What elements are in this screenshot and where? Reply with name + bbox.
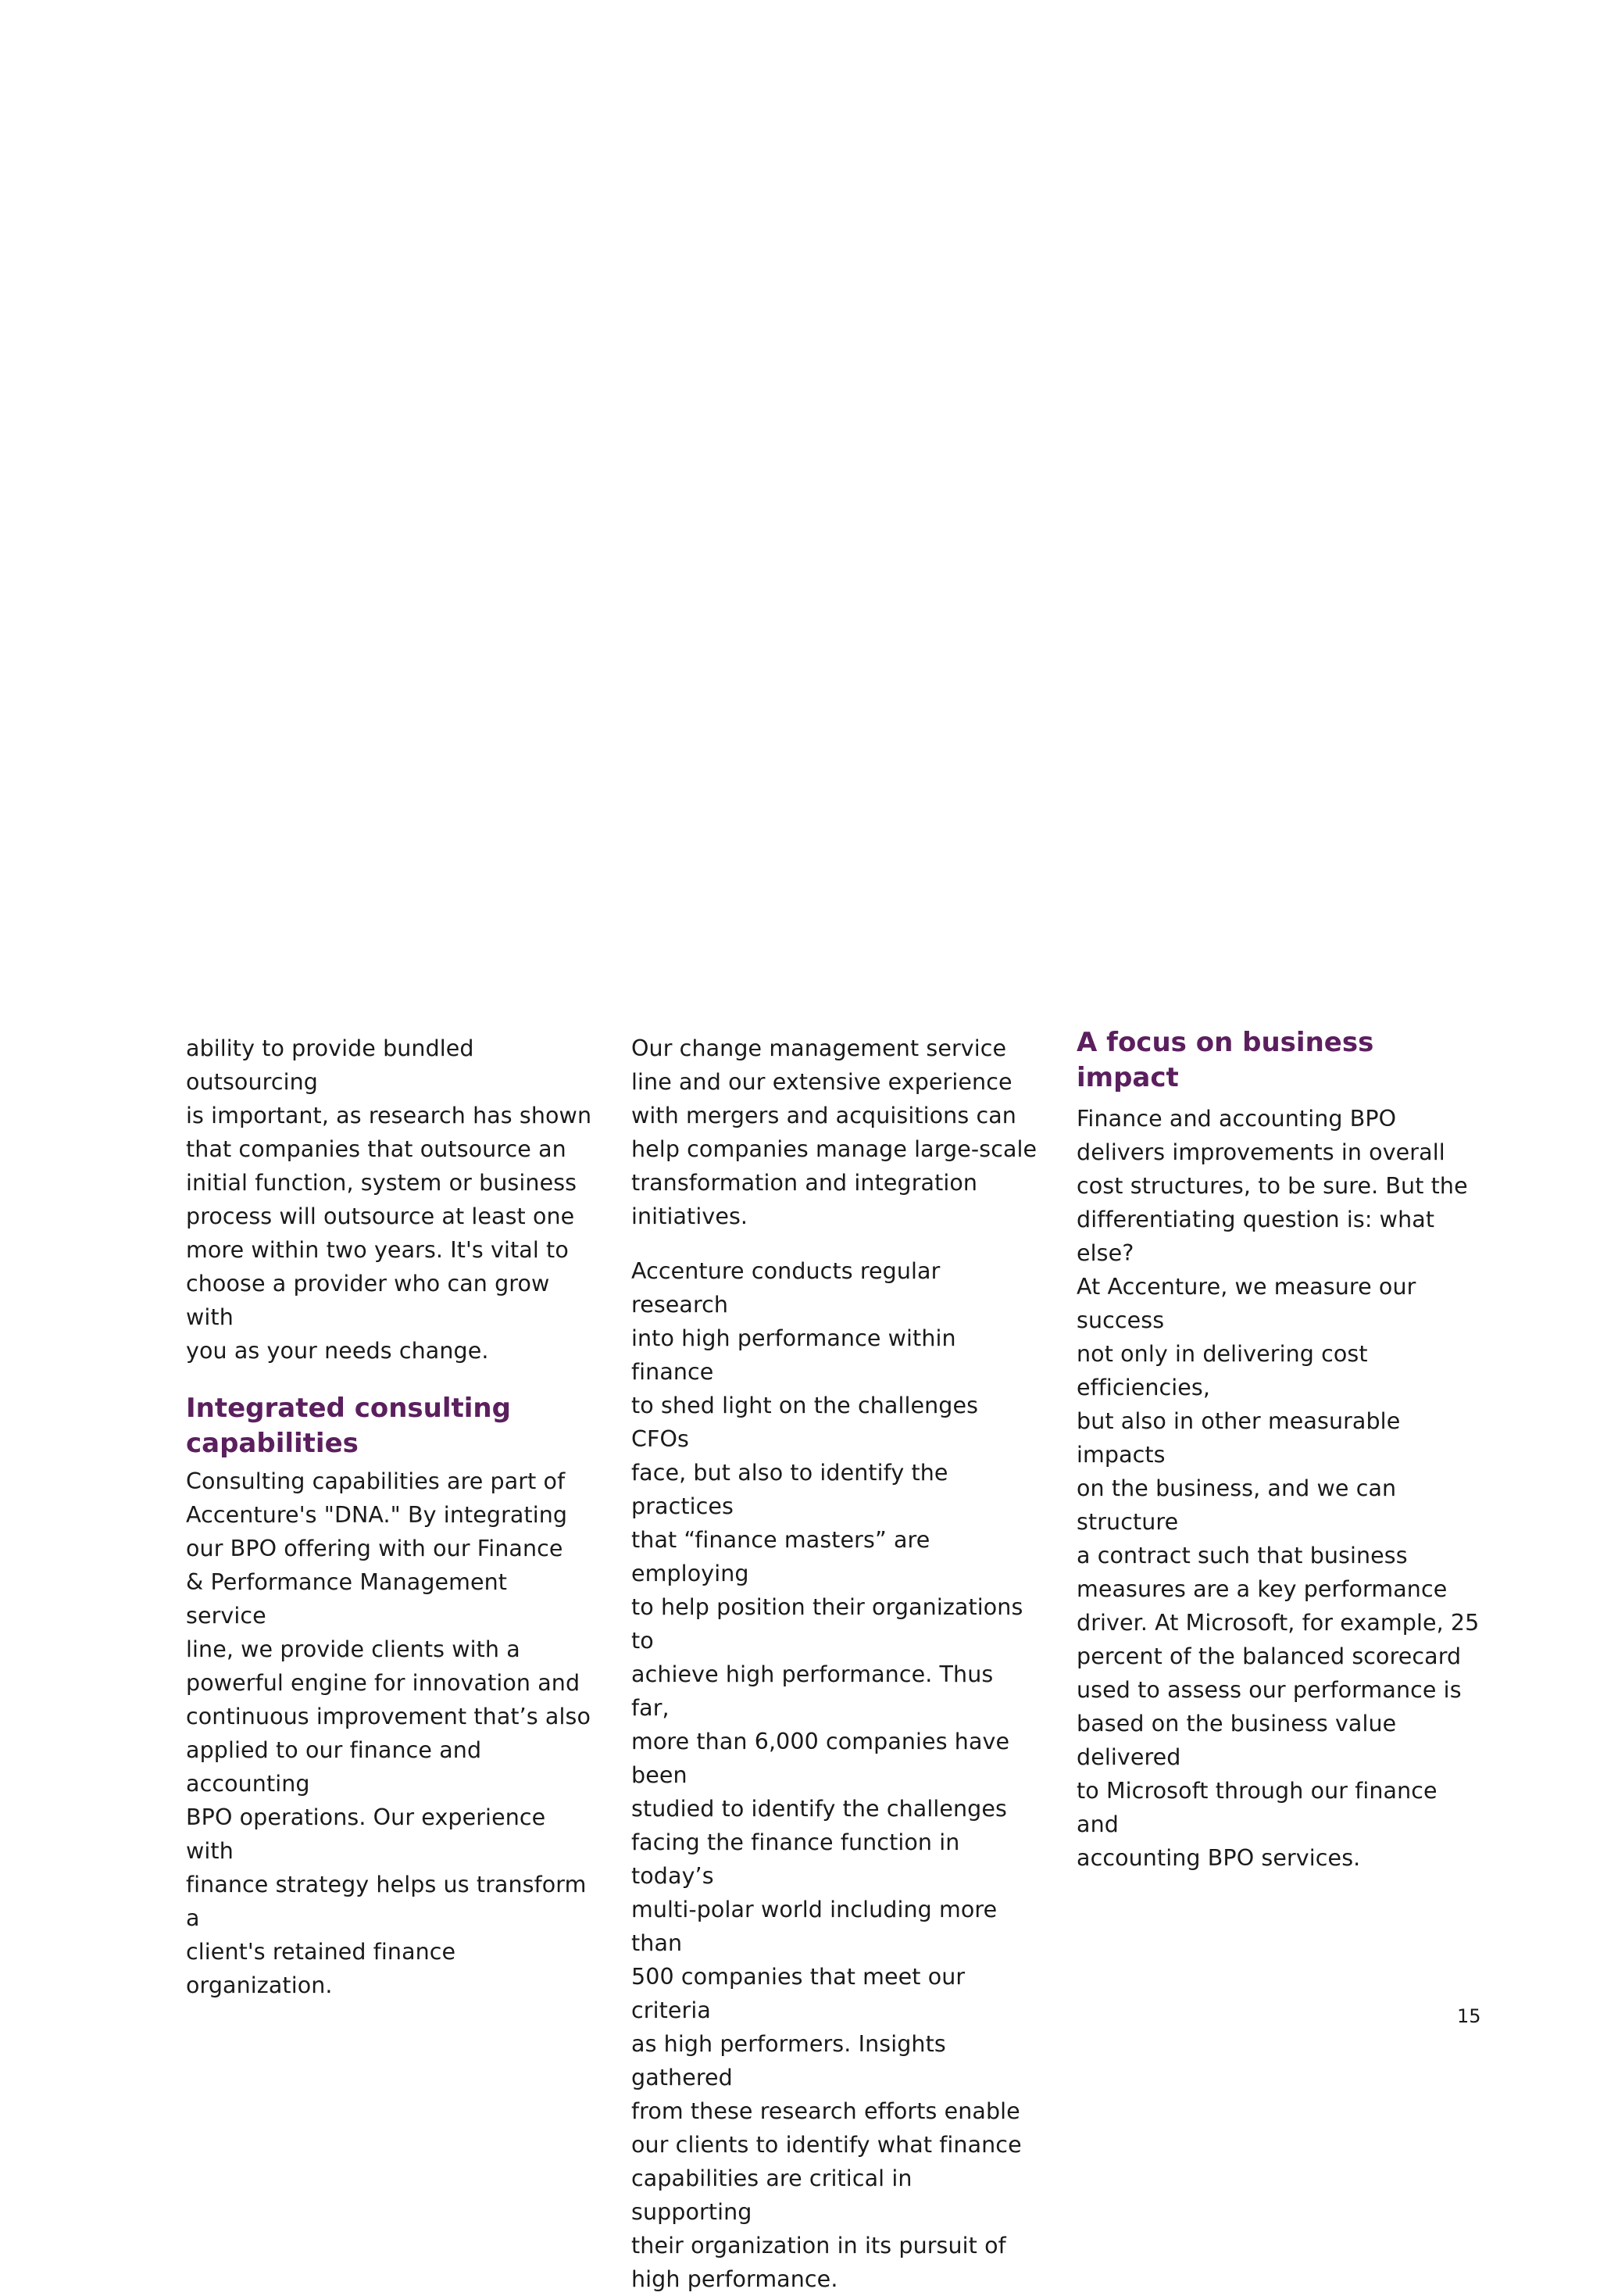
column-1 (186, 1032, 592, 2002)
column-2-paragraph-1: Our change management service line and our extensive experience with mergers and acquisitions can help companies manage large-scale transformation and integration initiatives. (631, 1035, 1038, 1229)
column-1-paragraph-2: Consulting capabilities are part of Accenture's "DNA." By integrating our BPO offering with our Finance & Performance Management service line, we provide clients with a powerful engine for innovation and continuous improvement that’s also applied to our finance and accounting BPO operations. Our experience with finance strategy helps us transform a client's retained finance organization. (186, 1468, 591, 1998)
column-1-paragraph-1: ability to provide bundled outsourcing is important, as research has shown that companies that outsource an initial function, system or business process will outsource at least one more within two years. It's vital to choose a provider who can grow with you as your needs change. (186, 1035, 592, 1364)
column-2-paragraph-2: Accenture conducts regular research into high performance within finance to shed light on the challenges CFOs face, but also to identify the practices that “finance masters” are employing to help position their organizations to achieve high performance. Thus far, more than 6,000 companies have been studied to identify the challenges facing the finance function in today’s multi-polar world including more than 500 companies that meet our criteria as high performers. Insights gathered from these research efforts enable our clients to identify what finance capabilities are critical in supporting their organization in its pursuit of high performance. (631, 1258, 1023, 2292)
column-3 (1077, 1027, 1483, 1875)
section-heading-integrated-consulting: Integrated consulting capabilities (186, 1393, 511, 1459)
page-number: 15 (1457, 2005, 1481, 2027)
column-2 (631, 1032, 1038, 2296)
section-heading-business-impact: A focus on business impact (1077, 1027, 1374, 1093)
column-3-paragraph-1: Finance and accounting BPO delivers improvements in overall cost structures, to be sure. But the differentiating question is: what else? At Accenture, we measure our success not only in delivering cost efficiencies, but also in other measurable impacts on the business, and we can structure a contract such that business measures are a key performance driver. At Microsoft, for example, 25 percent of the balanced scorecard used to assess our performance is based on the business value delivered to Microsoft through our finance and accounting BPO services. (1077, 1106, 1480, 1871)
